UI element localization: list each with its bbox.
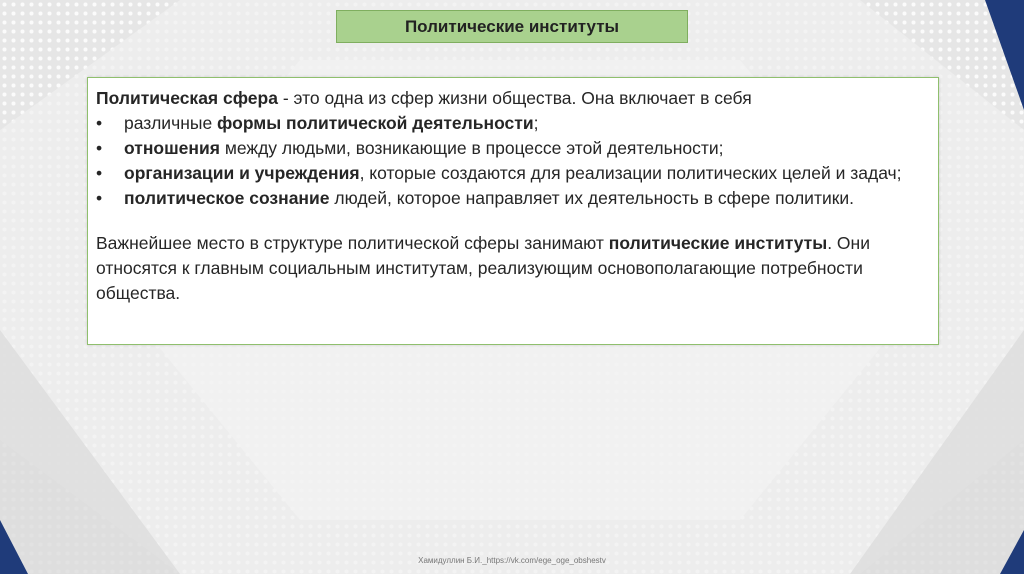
list-item-text: людей, которое направляет их деятельность в сфере политики. xyxy=(329,188,855,208)
list-item xyxy=(96,111,928,136)
list-item-bold: организации и учреждения xyxy=(124,163,360,183)
list-item xyxy=(96,136,928,161)
list-item-bold: отношения xyxy=(124,138,220,158)
bullet-list xyxy=(96,111,928,211)
slide-title xyxy=(336,10,688,43)
list-item-text: ; xyxy=(533,113,539,133)
paragraph-spacer xyxy=(96,211,928,231)
list-item-bold: политическое сознание xyxy=(124,188,330,208)
list-item-text: , которые создаются для реализации политических целей и задач; xyxy=(359,163,902,183)
slide-title-text: Политические институты xyxy=(404,16,620,36)
intro-term: Политическая сфера xyxy=(96,88,278,108)
list-item xyxy=(96,161,928,186)
bullet-marker: • xyxy=(96,188,103,208)
intro-rest: - это одна из сфер жизни общества. Она включает в себя xyxy=(277,88,752,108)
list-item-text: между людьми, возникающие в процессе этой деятельности; xyxy=(219,138,724,158)
intro-paragraph xyxy=(96,86,928,111)
bullet-marker: • xyxy=(96,138,103,158)
conclusion-text: . Они относятся к главным социальным институтам, реализующим основополагающие потребности общества. xyxy=(96,233,870,303)
bullet-marker: • xyxy=(96,163,103,183)
conclusion-bold: политические институты xyxy=(608,233,828,253)
conclusion-paragraph xyxy=(96,231,928,306)
list-item xyxy=(96,186,928,211)
content-box xyxy=(87,77,939,345)
list-item-bold: формы политической деятельности xyxy=(217,113,534,133)
bullet-marker: • xyxy=(96,113,103,133)
conclusion-text: Важнейшее место в структуре политической сферы занимают xyxy=(96,233,609,253)
list-item-text: различные xyxy=(124,113,218,133)
footer-credit: Хамидуллин Б.И._https://vk.com/ege_oge_obshestv xyxy=(418,556,606,565)
